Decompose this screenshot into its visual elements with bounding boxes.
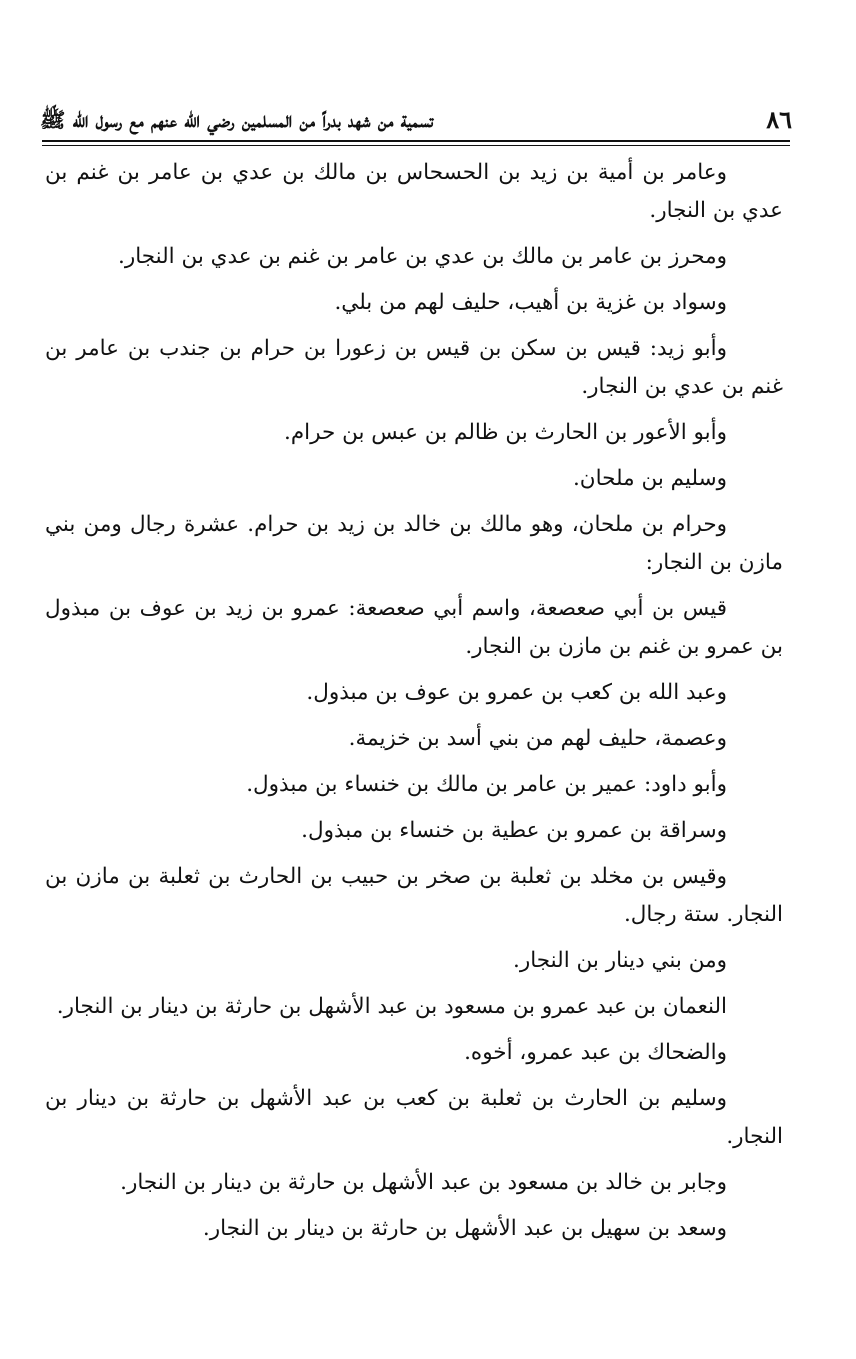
paragraph: وسليم بن الحارث بن ثعلبة بن كعب بن عبد الأشهل بن حارثة بن دينار بن النجار. — [45, 1086, 783, 1149]
paragraph: قيس بن أبي صعصعة، واسم أبي صعصعة: عمرو بن زيد بن عوف بن مبذول بن عمرو بن غنم بن مازن بن النجار. — [45, 596, 783, 659]
paragraph: ومحرز بن عامر بن مالك بن عدي بن عامر بن غنم بن عدي بن النجار. — [118, 244, 727, 269]
paragraph: وعامر بن أمية بن زيد بن الحسحاس بن مالك بن عدي بن عامر بن غنم بن عدي بن النجار. — [45, 160, 783, 223]
body-text — [45, 154, 783, 1256]
page-number: ٨٦ — [766, 105, 792, 134]
paragraph: وسواد بن غزية بن أهيب، حليف لهم من بلي. — [334, 290, 727, 315]
paragraph: وقيس بن مخلد بن ثعلبة بن صخر بن حبيب بن الحارث بن ثعلبة بن مازن بن النجار. ستة رجال. — [45, 864, 783, 927]
paragraph: وسراقة بن عمرو بن عطية بن خنساء بن مبذول. — [301, 818, 727, 843]
paragraph: وأبو زيد: قيس بن سكن بن قيس بن زعورا بن حرام بن جندب بن عامر بن غنم بن عدي بن النجار. — [45, 336, 783, 399]
running-title: تسمية من شهد بدراً من المسلمين رضي الله عنهم مع رسول الله ﷺ — [40, 107, 434, 132]
header-rule-thick — [42, 140, 790, 142]
paragraph: والضحاك بن عبد عمرو، أخوه. — [464, 1040, 727, 1065]
paragraph: وأبو الأعور بن الحارث بن ظالم بن عبس بن حرام. — [283, 420, 727, 445]
paragraph: وحرام بن ملحان، وهو مالك بن خالد بن زيد بن حرام. عشرة رجال ومن بني مازن بن النجار: — [45, 512, 783, 575]
paragraph: وجابر بن خالد بن مسعود بن عبد الأشهل بن حارثة بن دينار بن النجار. — [120, 1170, 727, 1195]
paragraph: ومن بني دينار بن النجار. — [513, 948, 727, 973]
paragraph: النعمان بن عبد عمرو بن مسعود بن عبد الأشهل بن حارثة بن دينار بن النجار. — [56, 994, 727, 1019]
paragraph: وسليم بن ملحان. — [572, 466, 727, 491]
paragraph: وأبو داود: عمير بن عامر بن مالك بن خنساء بن مبذول. — [246, 772, 727, 797]
paragraph: وعبد الله بن كعب بن عمرو بن عوف بن مبذول. — [306, 680, 727, 705]
paragraph: وسعد بن سهيل بن عبد الأشهل بن حارثة بن دينار بن النجار. — [202, 1216, 727, 1241]
header-rule-thin — [42, 145, 790, 146]
paragraph: وعصمة، حليف لهم من بني أسد بن خزيمة. — [348, 726, 727, 751]
page-header — [40, 104, 792, 140]
